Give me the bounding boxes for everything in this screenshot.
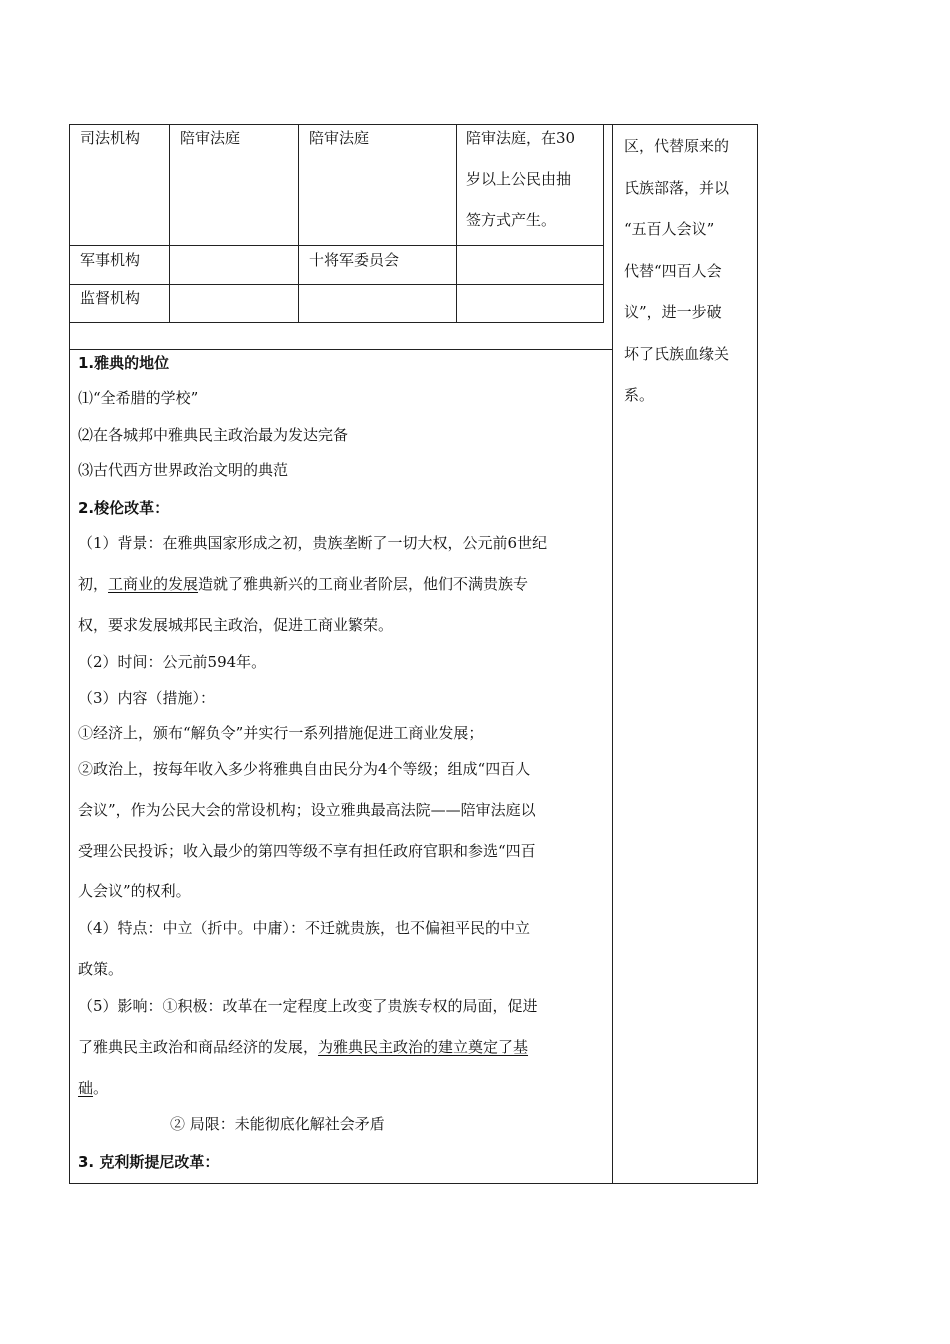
- para-economy: ①经济上，颁布“解负令”并实行一系列措施促进工商业发展；: [78, 724, 484, 742]
- para-time: （2）时间：公元前594年。: [78, 653, 267, 671]
- side-note: [624, 126, 746, 417]
- heading-cleisthenes-reform: 3. 克利斯提尼改革：: [78, 1153, 220, 1171]
- para-politics-1: ②政治上，按每年收入多少将雅典自由民分为4个等级；组成“四百人: [78, 760, 531, 778]
- side-note-line: 坏了氏族血缘关: [624, 344, 730, 363]
- divider-main-side: [612, 124, 613, 1184]
- divider-row-supervise: [69, 284, 604, 285]
- cell-military-c2: 十将军委员会: [309, 251, 400, 269]
- side-note-line: 区，代替原来的: [624, 137, 730, 155]
- underlined-text: 工商业的发展: [108, 575, 199, 593]
- underlined-text: 础: [78, 1079, 94, 1097]
- side-note-line: “五百人会议”: [624, 220, 715, 238]
- cell-judicial-c3-line: 陪审法庭，在30: [466, 129, 576, 147]
- para-politics-4: 人会议”的权利。: [78, 882, 191, 900]
- underlined-text: 为雅典民主政治的建立奠定了基: [318, 1038, 529, 1056]
- cell-judicial-c3: [466, 118, 575, 241]
- text-segment: 。: [93, 1079, 109, 1097]
- para-status-2: ⑵在各城邦中雅典民主政治最为发达完备: [78, 426, 349, 444]
- cell-supervise-label: 监督机构: [80, 289, 141, 307]
- divider-col3: [456, 124, 457, 322]
- cell-judicial-label: 司法机构: [80, 129, 141, 147]
- side-note-line: 议”，进一步破: [624, 303, 722, 321]
- cell-judicial-c3-line: 岁以上公民由抽: [466, 170, 572, 188]
- para-background-2: [78, 573, 528, 594]
- cell-judicial-c3-line: 签方式产生。: [466, 211, 557, 229]
- divider-content-top: [69, 349, 612, 350]
- cell-judicial-c1: 陪审法庭: [180, 129, 241, 147]
- para-content-heading: （3）内容（措施）：: [78, 689, 216, 707]
- para-feature-2: 政策。: [78, 960, 124, 978]
- para-status-1: ⑴“全希腊的学校”: [78, 389, 199, 407]
- heading-athens-status: 1.雅典的地位: [78, 354, 170, 372]
- text-segment: 造就了雅典新兴的工商业者阶层，他们不满贵族专: [198, 575, 529, 593]
- text-segment: 初，: [78, 575, 109, 593]
- para-influence-2: [78, 1036, 528, 1057]
- para-feature-1: （4）特点：中立（折中。中庸）：不迁就贵族，也不偏袒平民的中立: [78, 919, 531, 937]
- para-limitation: ② 局限：未能彻底化解社会矛盾: [170, 1115, 385, 1133]
- para-politics-3: 受理公民投诉；收入最少的第四等级不享有担任政府官职和参选“四百: [78, 842, 536, 860]
- para-influence-3: [78, 1077, 108, 1098]
- para-politics-2: 会议”，作为公民大会的常设机构；设立雅典最高法院——陪审法庭以: [78, 801, 536, 819]
- side-note-line: 系。: [624, 386, 655, 404]
- side-note-line: 氏族部落，并以: [624, 178, 730, 197]
- side-note-line: 代替“四百人会: [624, 261, 722, 280]
- heading-solon-reform: 2.梭伦改革：: [78, 499, 170, 517]
- cell-judicial-c2: 陪审法庭: [309, 129, 370, 147]
- text-segment: 了雅典民主政治和商品经济的发展，: [78, 1038, 319, 1056]
- divider-col4: [603, 124, 604, 322]
- para-background-1: （1）背景：在雅典国家形成之初，贵族垄断了一切大权，公元前6世纪: [78, 534, 548, 552]
- para-status-3: ⑶古代西方世界政治文明的典范: [78, 461, 289, 479]
- divider-row-end: [69, 322, 604, 323]
- para-influence-1: （5）影响：①积极：改革在一定程度上改变了贵族专权的局面，促进: [78, 997, 538, 1015]
- cell-military-label: 军事机构: [80, 251, 141, 269]
- para-background-3: 权，要求发展城邦民主政治，促进工商业繁荣。: [78, 616, 394, 634]
